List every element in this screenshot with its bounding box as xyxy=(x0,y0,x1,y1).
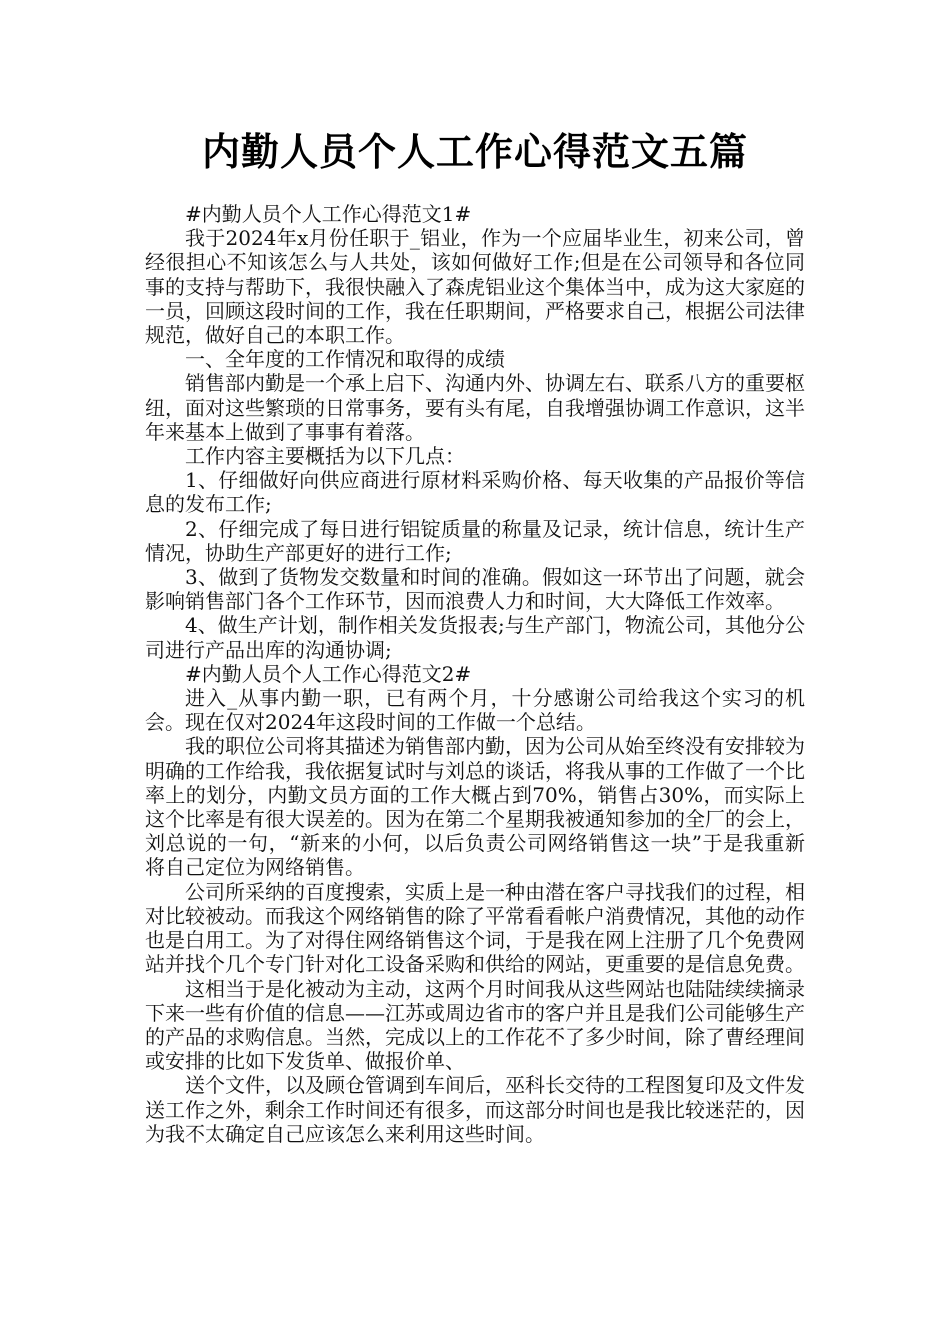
document-body xyxy=(145,202,805,1146)
paragraph: 这相当于是化被动为主动，这两个月时间我从这些网站也陆陆续续摘录下来一些有价值的信息——江苏或周边省市的客户并且是我们公司能够生产的产品的求购信息。当然，完成以上的工作花不了多少时间，除了曹经理间或安排的比如下发货单、做报价单、 xyxy=(145,976,805,1074)
list-item: 3、做到了货物发交数量和时间的准确。假如这一环节出了问题，就会影响销售部门各个工作环节，因而浪费人力和时间，大大降低工作效率。 xyxy=(145,565,805,614)
paragraph: 进入_从事内勤一职，已有两个月，十分感谢公司给我这个实习的机会。现在仅对2024年这段时间的工作做一个总结。 xyxy=(145,686,805,735)
list-item: 1、仔细做好向供应商进行原材料采购价格、每天收集的产品报价等信息的发布工作; xyxy=(145,468,805,517)
section-heading: 一、全年度的工作情况和取得的成绩 xyxy=(185,347,505,372)
heading-essay-1: #内勤人员个人工作心得范文1# xyxy=(185,202,472,226)
document-page xyxy=(145,0,805,1146)
list-item: 2、仔细完成了每日进行铝锭质量的称量及记录，统计信息，统计生产情况，协助生产部更好的进行工作; xyxy=(145,516,805,565)
paragraph: 送个文件，以及顾仓管调到车间后，巫科长交待的工程图复印及文件发送工作之外，剩余工作时间还有很多，而这部分时间也是我比较迷茫的，因为我不太确定自己应该怎么来利用这些时间。 xyxy=(145,1073,805,1146)
paragraph: 工作内容主要概括为以下几点： xyxy=(185,444,465,469)
paragraph-intro: 我于2024年x月份任职于_铝业，作为一个应届毕业生，初来公司，曾经很担心不知该怎么与人共处，该如何做好工作;但是在公司领导和各位同事的支持与帮助下，我很快融入了森虎铝业这个集体当中，成为这大家庭的一员，回顾这段时间的工作，我在任职期间，严格要求自己，根据公司法律规范，做好自己的本职工作。 xyxy=(145,226,805,348)
heading-essay-2: #内勤人员个人工作心得范文2# xyxy=(185,661,472,686)
list-item: 4、做生产计划，制作相关发货报表;与生产部门，物流公司，其他分公司进行产品出库的沟通协调; xyxy=(145,613,805,662)
paragraph: 销售部内勤是一个承上启下、沟通内外、协调左右、联系八方的重要枢纽，面对这些繁琐的日常事务，要有头有尾，自我增强协调工作意识，这半年来基本上做到了事事有着落。 xyxy=(145,371,805,444)
paragraph: 公司所采纳的百度搜索，实质上是一种由潜在客户寻找我们的过程，相对比较被动。而我这个网络销售的除了平常看看帐户消费情况，其他的动作也是白用工。为了对得住网络销售这个词，于是我在网上注册了几个免费网站并找个几个专门针对化工设备采购和供给的网站，更重要的是信息免费。 xyxy=(145,879,805,977)
paragraph: 我的职位公司将其描述为销售部内勤，因为公司从始至终没有安排较为明确的工作给我，我依据复试时与刘总的谈话，将我从事的工作做了一个比率上的划分，内勤文员方面的工作大概占到70%，销售占30%，而实际上这个比率是有很大误差的。因为在第二个星期我被通知参加的全厂的会上，刘总说的一句，“新来的小何，以后负责公司网络销售这一块”于是我重新将自己定位为网络销售。 xyxy=(145,734,805,880)
document-title: 内勤人员个人工作心得范文五篇 xyxy=(201,129,748,174)
